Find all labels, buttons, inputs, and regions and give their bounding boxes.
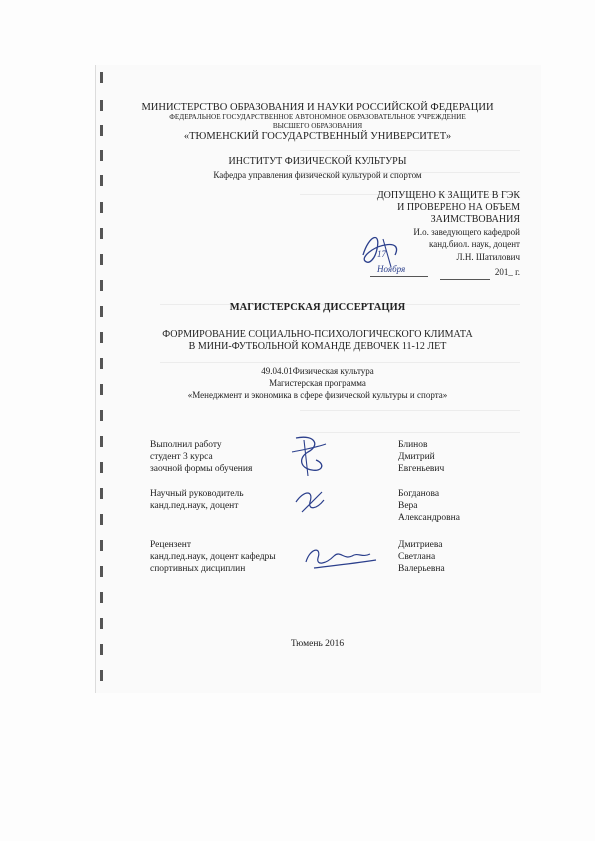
date-underline bbox=[370, 276, 428, 277]
agency-line: ВЫСШЕГО ОБРАЗОВАНИЯ bbox=[272, 122, 363, 130]
supervisor-signature bbox=[292, 484, 330, 518]
binding-mark bbox=[100, 410, 103, 421]
binding-mark bbox=[100, 280, 103, 291]
bleed-through-line bbox=[160, 362, 520, 363]
agency-line: ФЕДЕРАЛЬНОЕ ГОСУДАРСТВЕННОЕ АВТОНОМНОЕ ОБРАЗОВАТЕЛЬНОЕ УЧРЕЖДЕНИЕ bbox=[169, 113, 466, 121]
signatory-role: заочной формы обучения bbox=[150, 464, 253, 474]
binding-mark bbox=[100, 540, 103, 551]
signatory-name: Вера bbox=[398, 501, 418, 511]
topic-line: ФОРМИРОВАНИЕ СОЦИАЛЬНО-ПСИХОЛОГИЧЕСКОГО КЛИМАТА bbox=[162, 329, 473, 340]
binding-mark bbox=[100, 228, 103, 239]
specialty: 49.04.01Физическая культура bbox=[261, 366, 374, 376]
binding-mark bbox=[100, 514, 103, 525]
program-name: «Менеджмент и экономика в сфере физической культуры и спорта» bbox=[187, 390, 448, 400]
signatory-name: Богданова bbox=[398, 489, 440, 499]
approval-year: 201_ г. bbox=[494, 267, 520, 277]
binding-mark bbox=[100, 618, 103, 629]
student-signature bbox=[286, 432, 332, 480]
binding-mark bbox=[100, 462, 103, 473]
binding-mark bbox=[100, 566, 103, 577]
ministry-line: МИНИСТЕРСТВО ОБРАЗОВАНИЯ И НАУКИ РОССИЙСКОЙ ФЕДЕРАЦИИ bbox=[141, 102, 494, 113]
binding-mark bbox=[100, 592, 103, 603]
approval-line: И ПРОВЕРЕНО НА ОБЪЕМ bbox=[397, 202, 520, 213]
signatory-role: Научный руководитель bbox=[150, 489, 244, 499]
signatory-role: Выполнил работу bbox=[150, 440, 222, 450]
year-underline bbox=[440, 279, 490, 280]
program-label: Магистерская программа bbox=[269, 378, 366, 388]
approver-name: Л.Н. Шатилович bbox=[456, 252, 520, 262]
signatory-name: Блинов bbox=[398, 440, 428, 450]
bleed-through-line bbox=[300, 410, 520, 411]
approval-line: канд.биол. наук, доцент bbox=[428, 239, 520, 249]
bleed-through-line bbox=[300, 150, 520, 151]
signatory-role: канд.пед.наук, доцент кафедры bbox=[150, 552, 276, 562]
binding-mark bbox=[100, 202, 103, 213]
approval-line: ДОПУЩЕНО К ЗАЩИТЕ В ГЭК bbox=[376, 190, 520, 201]
signatory-role: канд.пед.наук, доцент bbox=[150, 501, 239, 511]
binding-mark bbox=[100, 72, 103, 83]
department-name: Кафедра управления физической культурой и спортом bbox=[213, 170, 422, 180]
binding-mark bbox=[100, 254, 103, 265]
signatory-name: Евгеньевич bbox=[398, 464, 445, 474]
signatory-name: Дмитрий bbox=[398, 452, 435, 462]
signatory-name: Дмитриева bbox=[398, 540, 443, 550]
signatory-role: студент 3 курса bbox=[150, 452, 213, 462]
signatory-role: Рецензент bbox=[150, 540, 191, 550]
signatory-name: Валерьевна bbox=[398, 564, 445, 574]
topic-line: В МИНИ-ФУТБОЛЬНОЙ КОМАНДЕ ДЕВОЧЕК 11-12 ЛЕТ bbox=[188, 341, 447, 352]
bleed-through-line bbox=[300, 432, 520, 433]
university-name: «ТЮМЕНСКИЙ ГОСУДАРСТВЕННЫЙ УНИВЕРСИТЕТ» bbox=[183, 131, 452, 142]
institute-name: ИНСТИТУТ ФИЗИЧЕСКОЙ КУЛЬТУРЫ bbox=[228, 156, 407, 167]
signature-day: 17 bbox=[377, 249, 386, 259]
reviewer-signature bbox=[300, 540, 380, 574]
signature-month: Ноября bbox=[377, 264, 406, 274]
document-type: МАГИСТЕРСКАЯ ДИССЕРТАЦИЯ bbox=[229, 302, 406, 313]
approval-line: ЗАИМСТВОВАНИЯ bbox=[430, 214, 520, 225]
binding-mark bbox=[100, 488, 103, 499]
city-year: Тюмень 2016 bbox=[290, 639, 345, 649]
approval-line: И.о. заведующего кафедрой bbox=[413, 227, 520, 237]
binding-mark bbox=[100, 436, 103, 447]
signatory-name: Александровна bbox=[398, 513, 460, 523]
signatory-role: спортивных дисциплин bbox=[150, 564, 246, 574]
binding-mark bbox=[100, 670, 103, 681]
signatory-name: Светлана bbox=[398, 552, 436, 562]
